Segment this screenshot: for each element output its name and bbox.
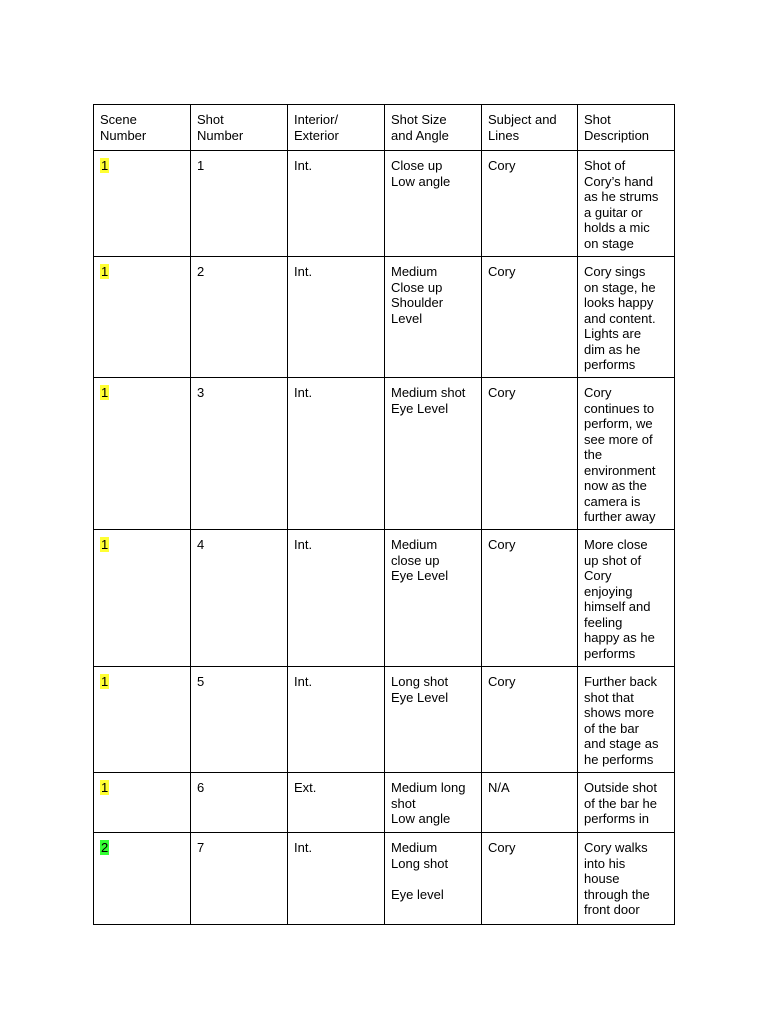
cell-shot-number: 6 bbox=[191, 773, 288, 833]
cell-shot-size-angle: Close up Low angle bbox=[385, 151, 482, 257]
scene-number-highlight: 1 bbox=[101, 537, 109, 552]
cell-description: Cory continues to perform, we see more of the environment now as the camera is further away bbox=[578, 378, 675, 530]
cell-description: Further back shot that shows more of the bar and stage as he performs bbox=[578, 667, 675, 773]
scene-number-highlight: 2 bbox=[101, 840, 109, 855]
header-shot-number: Shot Number bbox=[191, 105, 288, 151]
cell-shot-number: 5 bbox=[191, 667, 288, 773]
cell-description: Outside shot of the bar he performs in bbox=[578, 773, 675, 833]
cell-subject: Cory bbox=[482, 833, 578, 925]
cell-shot-number: 1 bbox=[191, 151, 288, 257]
cell-description: Cory walks into his house through the front door bbox=[578, 833, 675, 925]
cell-interior-exterior: Int. bbox=[288, 833, 385, 925]
cell-shot-size-angle: Medium close up Eye Level bbox=[385, 530, 482, 667]
cell-shot-size-angle: Medium Close up Shoulder Level bbox=[385, 257, 482, 378]
cell-scene-number bbox=[94, 378, 191, 530]
cell-interior-exterior: Int. bbox=[288, 378, 385, 530]
header-subject-lines: Subject and Lines bbox=[482, 105, 578, 151]
cell-subject: Cory bbox=[482, 378, 578, 530]
cell-scene-number bbox=[94, 833, 191, 925]
cell-interior-exterior: Int. bbox=[288, 151, 385, 257]
table-row bbox=[94, 833, 675, 925]
header-shot-description: Shot Description bbox=[578, 105, 675, 151]
scene-number-highlight: 1 bbox=[101, 780, 109, 795]
cell-description: Shot of Cory’s hand as he strums a guitar or holds a mic on stage bbox=[578, 151, 675, 257]
cell-shot-number: 2 bbox=[191, 257, 288, 378]
cell-subject: Cory bbox=[482, 151, 578, 257]
scene-number-highlight: 1 bbox=[101, 158, 109, 173]
table-row bbox=[94, 530, 675, 667]
cell-interior-exterior: Ext. bbox=[288, 773, 385, 833]
table-header-row bbox=[94, 105, 675, 151]
scene-number-highlight: 1 bbox=[101, 674, 109, 689]
cell-shot-size-angle: Medium long shot Low angle bbox=[385, 773, 482, 833]
table-row bbox=[94, 773, 675, 833]
cell-interior-exterior: Int. bbox=[288, 257, 385, 378]
cell-scene-number bbox=[94, 530, 191, 667]
cell-scene-number bbox=[94, 151, 191, 257]
cell-shot-size-angle: Long shot Eye Level bbox=[385, 667, 482, 773]
cell-scene-number bbox=[94, 257, 191, 378]
shot-list-table bbox=[93, 104, 675, 925]
header-scene-number: Scene Number bbox=[94, 105, 191, 151]
cell-subject: Cory bbox=[482, 667, 578, 773]
cell-shot-size-angle: Medium Long shot Eye level bbox=[385, 833, 482, 925]
cell-description: More close up shot of Cory enjoying himself and feeling happy as he performs bbox=[578, 530, 675, 667]
table-row bbox=[94, 257, 675, 378]
cell-shot-size-angle: Medium shot Eye Level bbox=[385, 378, 482, 530]
cell-interior-exterior: Int. bbox=[288, 667, 385, 773]
cell-shot-number: 3 bbox=[191, 378, 288, 530]
cell-scene-number bbox=[94, 773, 191, 833]
cell-subject: Cory bbox=[482, 530, 578, 667]
cell-description: Cory sings on stage, he looks happy and content. Lights are dim as he performs bbox=[578, 257, 675, 378]
scene-number-highlight: 1 bbox=[101, 385, 109, 400]
cell-subject: Cory bbox=[482, 257, 578, 378]
header-shot-size-angle: Shot Size and Angle bbox=[385, 105, 482, 151]
cell-interior-exterior: Int. bbox=[288, 530, 385, 667]
table-row bbox=[94, 667, 675, 773]
cell-subject: N/A bbox=[482, 773, 578, 833]
table-row bbox=[94, 378, 675, 530]
cell-scene-number bbox=[94, 667, 191, 773]
cell-shot-number: 4 bbox=[191, 530, 288, 667]
cell-shot-number: 7 bbox=[191, 833, 288, 925]
table-row bbox=[94, 151, 675, 257]
scene-number-highlight: 1 bbox=[101, 264, 109, 279]
header-interior-exterior: Interior/ Exterior bbox=[288, 105, 385, 151]
